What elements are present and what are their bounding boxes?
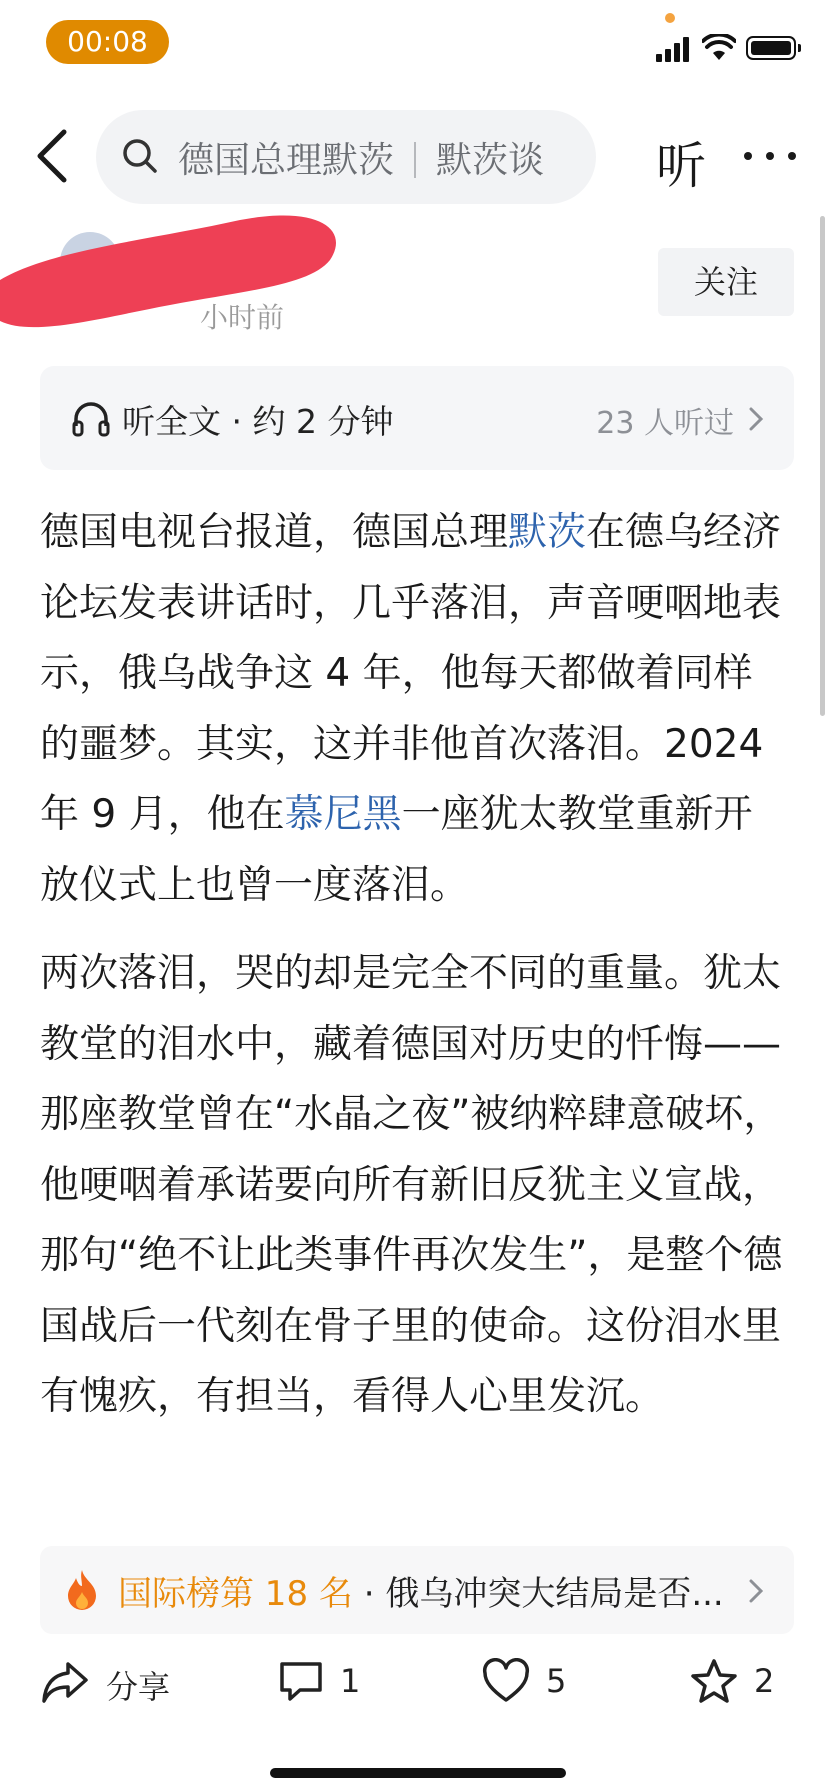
rank-label: 国际榜第 18 名 [118, 1574, 353, 1614]
headphones-icon [72, 400, 110, 438]
search-query-term-2: 默茨谈 [436, 140, 545, 181]
listeners-count: 23 人听过 [596, 406, 734, 441]
redaction-scribble [0, 210, 350, 340]
scrollbar[interactable] [820, 216, 825, 716]
comment-icon [278, 1658, 324, 1704]
post-time: 小时前 [200, 301, 285, 334]
chevron-right-icon [746, 1576, 766, 1606]
chevron-right-icon [746, 404, 766, 434]
search-icon [120, 136, 160, 176]
listen-full-label: 听全文 · 约 2 分钟 [122, 402, 394, 441]
battery-icon [746, 36, 796, 60]
favorite-button[interactable] [690, 1656, 790, 1716]
article-body [40, 498, 790, 1433]
signal-icon [656, 36, 690, 62]
search-divider [414, 142, 416, 178]
search-query-term: 德国总理默茨 [178, 140, 395, 181]
favorite-count: 2 [754, 1662, 775, 1700]
star-icon [690, 1658, 738, 1704]
article-paragraph [40, 498, 790, 921]
share-label: 分享 [106, 1668, 171, 1706]
hot-ranking-bar[interactable] [40, 1546, 794, 1634]
article-paragraph: 两次落泪，哭的却是完全不同的重量。犹太教堂的泪水中，藏着德国对历史的忏悔——那座教堂曾在“水晶之夜”被纳粹肆意破坏，他哽咽着承诺要向所有新旧反犹主义宣战，那句“绝不让此类事件再次发生”，是整个德国战后一代刻在骨子里的使命。这份泪水里有愧疚，有担当，看得人心里发沉。 [40, 951, 783, 1419]
back-button[interactable] [30, 126, 80, 186]
recording-indicator-dot [665, 13, 675, 23]
link-merz[interactable]: 默茨 [508, 510, 587, 555]
listen-full-article-bar[interactable] [40, 366, 794, 470]
follow-button[interactable]: 关注 [658, 248, 794, 316]
status-time: 00:08 [46, 20, 169, 64]
wifi-icon [702, 34, 736, 62]
search-query [178, 132, 544, 183]
article-text: 在德乌经济论坛发表讲话时，几乎落泪，声音哽咽地表示，俄乌战争这 4 年，他每天都做着同样的噩梦。其实，这并非他首次落泪。2024 年 9 月，他在 [40, 510, 782, 837]
article-text: 一座犹太教堂重新开放仪式上也曾一度落泪。 [40, 792, 753, 908]
like-button[interactable] [482, 1656, 582, 1716]
share-icon [40, 1658, 90, 1706]
rank-topic: · 俄乌冲突大结局是否... [363, 1574, 724, 1614]
more-options-button[interactable] [742, 132, 798, 182]
comment-button[interactable] [278, 1656, 378, 1716]
share-button[interactable] [40, 1656, 180, 1716]
listen-button[interactable]: 听 [656, 137, 706, 195]
heart-icon [482, 1658, 530, 1704]
link-munich[interactable]: 慕尼黑 [284, 792, 402, 837]
like-count: 5 [546, 1662, 567, 1700]
article-text: 德国电视台报道，德国总理 [40, 510, 509, 555]
fire-icon [64, 1568, 100, 1612]
home-indicator[interactable] [270, 1768, 566, 1778]
comment-count: 1 [340, 1662, 361, 1700]
search-bar[interactable] [96, 110, 596, 204]
